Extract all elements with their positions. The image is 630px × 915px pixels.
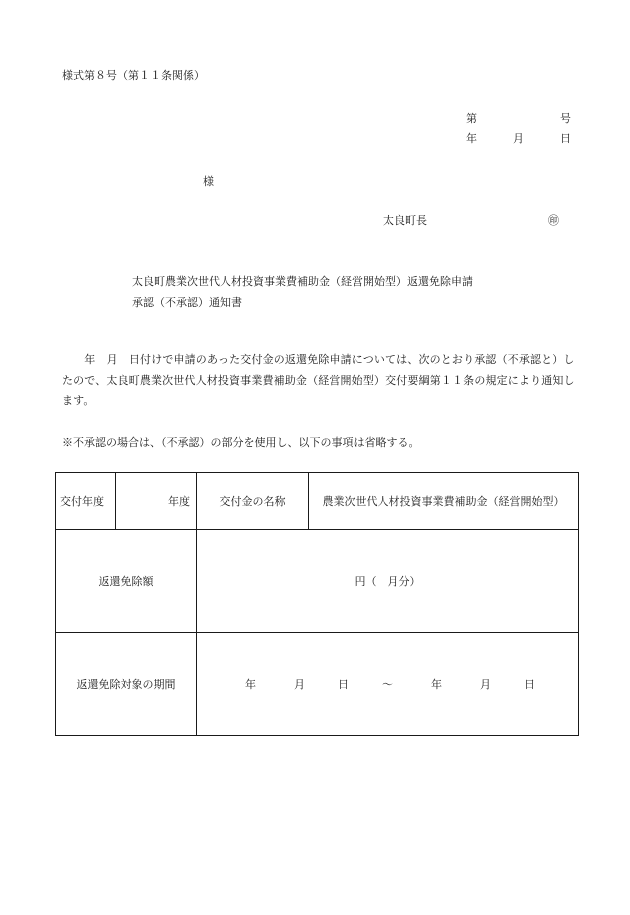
grant-name-value: 農業次世代人材投資事業費補助金（経営開始型） <box>309 473 579 530</box>
period-end-year: 年 <box>431 678 442 691</box>
period-separator: ～ <box>382 678 393 691</box>
notice-body <box>62 350 580 412</box>
period-start-month: 月 <box>294 678 305 691</box>
form-number: 様式第８号（第１１条関係） <box>62 69 205 82</box>
exemption-period-value <box>197 633 579 736</box>
period-end-month: 月 <box>480 678 491 691</box>
date-year: 年 <box>466 132 477 145</box>
notice-body-text: 年 月 日付けで申請のあった交付金の返還免除申請については、次のとおり承認（不承認と）したので、太良町農業次世代人材投資事業費補助金（経営開始型）交付要綱第１１条の規定により通知します。 <box>62 353 575 407</box>
table-row <box>56 633 579 736</box>
exemption-amount-label: 返還免除額 <box>56 530 197 633</box>
seal-mark: ㊞ <box>548 214 559 227</box>
exemption-amount-value: 円（ 月分） <box>197 530 579 633</box>
period-start-year: 年 <box>245 678 256 691</box>
disapproval-note: ※不承認の場合は、（不承認）の部分を使用し、以下の事項は省略する。 <box>62 436 420 449</box>
issue-date <box>466 130 574 144</box>
document-title-line1: 太良町農業次世代人材投資事業費補助金（経営開始型）返還免除申請 <box>132 275 473 288</box>
period-end-day: 日 <box>524 678 535 691</box>
table-row <box>56 530 579 633</box>
period-start-day: 日 <box>338 678 349 691</box>
document-number-suffix: 号 <box>560 112 571 125</box>
grant-details-table <box>55 472 579 736</box>
document-number-label: 第 <box>466 112 477 125</box>
grant-year-value: 年度 <box>116 473 197 530</box>
exemption-period-label: 返還免除対象の期間 <box>56 633 197 736</box>
grant-name-label: 交付金の名称 <box>197 473 309 530</box>
table-row <box>56 473 579 530</box>
date-month: 月 <box>513 132 524 145</box>
addressee-suffix: 様 <box>203 175 214 188</box>
date-day: 日 <box>560 132 571 145</box>
document-title-line2: 承認（不承認）通知書 <box>132 296 242 309</box>
grant-year-label: 交付年度 <box>56 473 116 530</box>
sender-title: 太良町長 <box>383 214 427 227</box>
